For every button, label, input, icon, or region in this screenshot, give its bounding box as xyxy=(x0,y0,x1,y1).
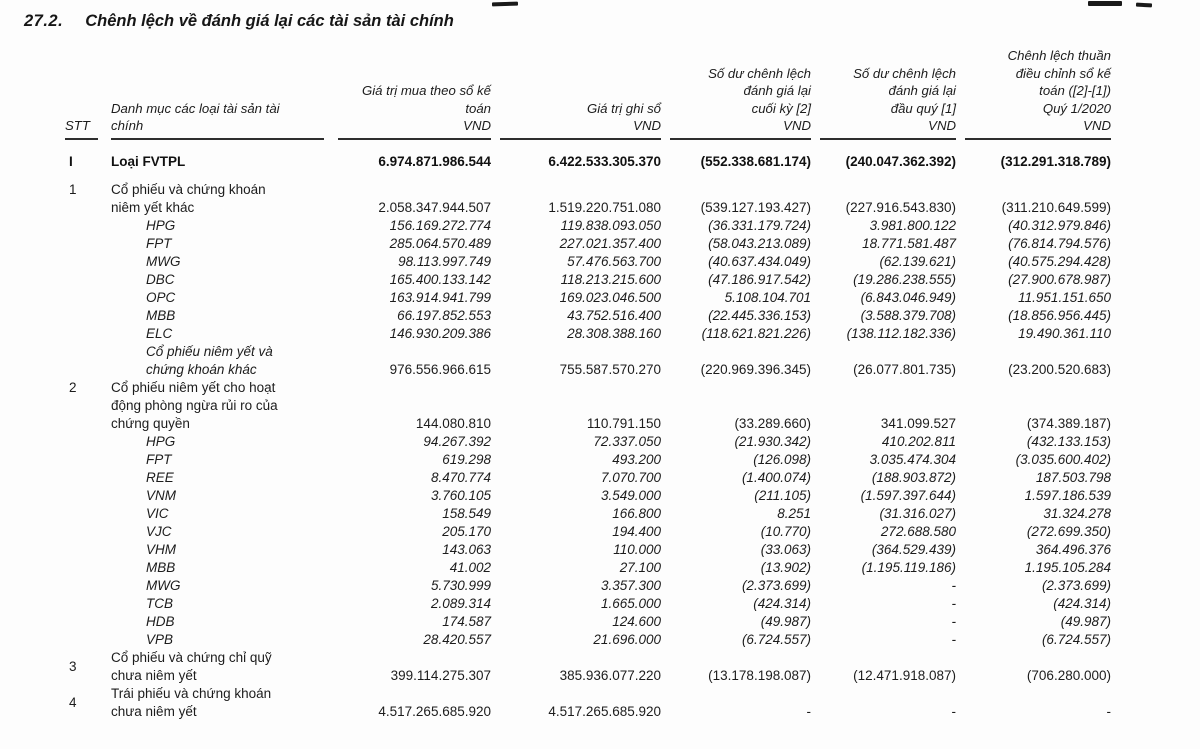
header-text: Giá trị ghi sổ xyxy=(586,100,661,116)
header-text: VND xyxy=(783,118,811,133)
stt-cell xyxy=(63,559,111,577)
table-row xyxy=(63,307,1111,325)
value-cell: (13.178.198.087) xyxy=(708,667,811,683)
header-text: Chênh lệch thuần xyxy=(1007,48,1111,63)
value-cell: (3.035.600.402) xyxy=(1015,451,1111,467)
table-row xyxy=(63,595,1111,613)
category-line: Trái phiếu và chứng khoán xyxy=(111,685,272,701)
value-cell: 3.549.000 xyxy=(600,487,661,503)
value-cell: (33.289.660) xyxy=(734,415,811,431)
value-cell: 110.791.150 xyxy=(586,415,661,431)
table-row xyxy=(63,343,1111,379)
value-cell: (188.903.872) xyxy=(871,469,956,485)
header-underline xyxy=(338,82,491,140)
stt-cell: 4 xyxy=(69,694,77,710)
value-cell: (1.195.119.186) xyxy=(861,559,956,575)
header-underline xyxy=(111,100,324,140)
header-text: STT xyxy=(65,118,90,133)
value-cell: 6.422.533.305.370 xyxy=(548,153,661,169)
value-cell: 3.035.474.304 xyxy=(869,451,956,467)
table-row xyxy=(63,577,1111,595)
value-cell: (49.987) xyxy=(1060,613,1111,629)
header-text: VND xyxy=(928,118,956,133)
value-cell: 174.587 xyxy=(442,613,491,629)
stt-cell xyxy=(63,307,111,325)
value-cell: (552.338.681.174) xyxy=(700,153,811,169)
stt-cell xyxy=(63,523,111,541)
table-row xyxy=(63,140,1111,171)
table-header xyxy=(63,47,1111,140)
value-cell: (432.133.153) xyxy=(1026,433,1111,449)
value-cell: (49.987) xyxy=(760,613,811,629)
category-cell xyxy=(111,325,329,343)
value-cell: 110.000 xyxy=(613,541,661,557)
table-row xyxy=(63,253,1111,271)
value-cell: 755.587.570.270 xyxy=(559,361,661,377)
stt-cell xyxy=(63,271,111,289)
stt-cell xyxy=(63,469,111,487)
value-cell: 94.267.392 xyxy=(423,433,491,449)
value-cell: (47.186.917.542) xyxy=(708,271,811,287)
value-cell: (424.314) xyxy=(1053,595,1111,611)
category-line: chứng quyền xyxy=(111,415,190,431)
value-cell: (374.389.187) xyxy=(1026,415,1111,431)
header-text: Số dư chênh lệch xyxy=(853,65,956,81)
table-body xyxy=(63,140,1111,721)
category-line: chưa niêm yết xyxy=(111,703,197,719)
table-row xyxy=(63,433,1111,451)
table-header-row xyxy=(63,47,1111,140)
section-title-text: Chênh lệch về đánh giá lại các tài sản tài chính xyxy=(85,12,454,30)
value-cell: (62.139.621) xyxy=(879,253,956,269)
value-cell: 194.400 xyxy=(612,523,661,539)
value-cell: 21.696.000 xyxy=(593,631,661,647)
category-cell xyxy=(111,307,329,325)
value-cell: (211.105) xyxy=(754,487,811,503)
value-cell: 72.337.050 xyxy=(593,433,661,449)
stt-cell: 1 xyxy=(69,181,77,197)
value-cell: (312.291.318.789) xyxy=(1000,153,1111,169)
table-row xyxy=(63,613,1111,631)
header-text: VND xyxy=(1083,118,1111,133)
category-cell xyxy=(111,289,329,307)
stt-cell xyxy=(63,433,111,451)
value-cell: 144.080.810 xyxy=(415,415,491,431)
category-line: Cổ phiếu và chứng khoán xyxy=(111,181,266,197)
value-cell: 119.838.093.050 xyxy=(560,217,661,233)
table-row xyxy=(63,325,1111,343)
category-cell xyxy=(111,649,329,685)
value-cell: (2.373.699) xyxy=(1041,577,1111,593)
stt-cell: I xyxy=(69,153,73,169)
category-cell xyxy=(111,343,329,379)
table-row xyxy=(63,217,1111,235)
table-row xyxy=(63,487,1111,505)
section-number: 27.2. xyxy=(24,12,64,30)
value-cell: (227.916.543.830) xyxy=(845,199,956,215)
table-row xyxy=(63,379,1111,433)
value-cell: 19.490.361.110 xyxy=(1018,325,1111,341)
value-cell: (40.312.979.846) xyxy=(1008,217,1111,233)
stt-cell xyxy=(63,451,111,469)
category-line: chưa niêm yết xyxy=(111,667,197,683)
value-cell: - xyxy=(951,577,956,593)
category-cell xyxy=(111,140,329,171)
value-cell: 66.197.852.553 xyxy=(397,307,491,323)
value-cell: (31.316.027) xyxy=(879,505,956,521)
value-cell: 3.357.300 xyxy=(600,577,661,593)
header-text: Giá trị mua theo sổ kế xyxy=(361,83,491,98)
value-cell: 158.549 xyxy=(442,505,491,521)
category-cell xyxy=(111,271,329,289)
stt-cell xyxy=(63,253,111,271)
table-row xyxy=(63,451,1111,469)
category-line: TCB xyxy=(146,595,173,611)
value-cell: 41.002 xyxy=(449,559,491,575)
header-underline xyxy=(500,100,661,140)
stt-cell xyxy=(63,613,111,631)
header-text: toán ([2]-[1]) xyxy=(1039,83,1111,98)
value-cell: (26.077.801.735) xyxy=(853,361,956,377)
value-cell: 619.298 xyxy=(442,451,491,467)
category-cell xyxy=(111,523,329,541)
value-cell: (36.331.179.724) xyxy=(708,217,811,233)
stt-cell xyxy=(63,577,111,595)
stt-cell xyxy=(63,217,111,235)
value-cell: (18.856.956.445) xyxy=(1008,307,1111,323)
value-cell: 2.058.347.944.507 xyxy=(378,199,491,215)
category-line: động phòng ngừa rủi ro của xyxy=(111,397,278,413)
value-cell: (1.400.074) xyxy=(741,469,811,485)
table-row xyxy=(63,541,1111,559)
category-line: VPB xyxy=(146,631,174,647)
header-stt xyxy=(63,47,111,140)
header-text: toán xyxy=(465,100,491,116)
header-col-4 xyxy=(811,47,956,140)
value-cell: - xyxy=(1106,703,1111,719)
value-cell: (364.529.439) xyxy=(871,541,956,557)
value-cell: (33.063) xyxy=(760,541,811,557)
table-row xyxy=(63,469,1111,487)
value-cell: - xyxy=(951,613,956,629)
value-cell: 410.202.811 xyxy=(881,433,956,449)
value-cell: (138.112.182.336) xyxy=(846,325,956,341)
table-row xyxy=(63,649,1111,685)
value-cell: 146.930.209.386 xyxy=(389,325,491,341)
value-cell: 187.503.798 xyxy=(1035,469,1111,485)
category-line: DBC xyxy=(146,271,175,287)
value-cell: (539.127.193.427) xyxy=(700,199,811,215)
category-cell xyxy=(111,451,329,469)
value-cell: (58.043.213.089) xyxy=(708,235,811,251)
table-row xyxy=(63,271,1111,289)
table-row xyxy=(63,523,1111,541)
value-cell: (311.210.649.599) xyxy=(1001,199,1111,215)
header-underline xyxy=(65,117,98,140)
value-cell: 205.170 xyxy=(442,523,491,539)
value-cell: 1.519.220.751.080 xyxy=(548,199,661,215)
value-cell: 124.600 xyxy=(612,613,661,629)
value-cell: 18.771.581.487 xyxy=(862,235,956,251)
header-underline xyxy=(670,65,811,140)
stt-cell xyxy=(63,595,111,613)
value-cell: 169.023.046.500 xyxy=(559,289,661,305)
value-cell: - xyxy=(951,703,956,719)
stt-cell xyxy=(63,343,111,379)
category-cell xyxy=(111,379,329,433)
value-cell: (21.930.342) xyxy=(734,433,811,449)
value-cell: (6.843.046.949) xyxy=(860,289,956,305)
category-line: VHM xyxy=(146,541,176,557)
value-cell: 28.308.388.160 xyxy=(567,325,661,341)
value-cell: 272.688.580 xyxy=(880,523,956,539)
value-cell: - xyxy=(951,631,956,647)
value-cell: 166.800 xyxy=(612,505,661,521)
value-cell: 493.200 xyxy=(612,451,661,467)
category-line: VIC xyxy=(146,505,169,521)
value-cell: 3.981.800.122 xyxy=(869,217,956,233)
category-line: ELC xyxy=(146,325,173,341)
value-cell: 1.195.105.284 xyxy=(1024,559,1111,575)
value-cell: 8.470.774 xyxy=(430,469,491,485)
category-line: FPT xyxy=(146,235,172,251)
header-category xyxy=(111,47,329,140)
header-text: VND xyxy=(463,118,491,133)
category-line: VNM xyxy=(146,487,176,503)
category-line: MBB xyxy=(146,307,176,323)
value-cell: (706.280.000) xyxy=(1026,667,1111,683)
value-cell: 976.556.966.615 xyxy=(389,361,491,377)
value-cell: (27.900.678.987) xyxy=(1008,271,1111,287)
category-cell xyxy=(111,577,329,595)
category-cell xyxy=(111,171,329,217)
value-cell: 165.400.133.142 xyxy=(389,271,491,287)
value-cell: 399.114.275.307 xyxy=(390,667,491,683)
stt-cell: 3 xyxy=(69,658,77,674)
category-cell xyxy=(111,559,329,577)
scan-artifact xyxy=(1136,3,1152,8)
category-line: HDB xyxy=(146,613,175,629)
stt-cell xyxy=(63,631,111,649)
category-line: Cổ phiếu niêm yết cho hoạt xyxy=(111,379,276,395)
value-cell: (12.471.918.087) xyxy=(853,667,956,683)
value-cell: (13.902) xyxy=(760,559,811,575)
category-cell xyxy=(111,631,329,649)
table-row xyxy=(63,235,1111,253)
value-cell: (118.621.821.226) xyxy=(701,325,811,341)
value-cell: (23.200.520.683) xyxy=(1008,361,1111,377)
value-cell: (10.770) xyxy=(760,523,811,539)
stt-cell xyxy=(63,325,111,343)
value-cell: 364.496.376 xyxy=(1035,541,1111,557)
value-cell: - xyxy=(951,595,956,611)
category-cell xyxy=(111,541,329,559)
table-row xyxy=(63,289,1111,307)
category-cell xyxy=(111,469,329,487)
category-line: HPG xyxy=(146,217,176,233)
category-line: MWG xyxy=(146,253,181,269)
value-cell: 385.936.077.220 xyxy=(559,667,661,683)
value-cell: 1.597.186.539 xyxy=(1024,487,1111,503)
value-cell: (40.637.434.049) xyxy=(708,253,811,269)
stt-cell xyxy=(63,487,111,505)
section-title xyxy=(0,0,1200,31)
header-col-1 xyxy=(329,47,491,140)
header-text: đánh giá lại xyxy=(743,83,811,98)
header-col-2 xyxy=(491,47,661,140)
value-cell: (240.047.362.392) xyxy=(845,153,956,169)
category-cell xyxy=(111,487,329,505)
category-line: FPT xyxy=(146,451,172,467)
category-cell xyxy=(111,433,329,451)
value-cell: 11.951.151.650 xyxy=(1018,289,1111,305)
stt-cell xyxy=(63,505,111,523)
value-cell: (6.724.557) xyxy=(1041,631,1111,647)
value-cell: (220.969.396.345) xyxy=(700,361,811,377)
value-cell: (272.699.350) xyxy=(1026,523,1111,539)
value-cell: 57.476.563.700 xyxy=(567,253,661,269)
category-line: Loại FVTPL xyxy=(111,153,186,169)
category-cell xyxy=(111,253,329,271)
value-cell: 43.752.516.400 xyxy=(567,307,661,323)
revaluation-table xyxy=(63,47,1111,721)
value-cell: (126.098) xyxy=(753,451,811,467)
header-col-5 xyxy=(956,47,1111,140)
value-cell: (22.445.336.153) xyxy=(708,307,811,323)
header-text: chính xyxy=(111,118,144,133)
value-cell: 28.420.557 xyxy=(423,631,491,647)
value-cell: (76.814.794.576) xyxy=(1008,235,1111,251)
category-cell xyxy=(111,613,329,631)
value-cell: 8.251 xyxy=(777,505,811,521)
header-text: Danh mục các loại tài sản tài xyxy=(111,100,280,116)
category-cell xyxy=(111,235,329,253)
table-row xyxy=(63,685,1111,721)
category-line: VJC xyxy=(146,523,172,539)
header-underline xyxy=(820,65,956,140)
category-cell xyxy=(111,595,329,613)
header-text: Quý 1/2020 xyxy=(1042,100,1111,116)
category-line: Cổ phiếu và chứng chỉ quỹ xyxy=(111,649,272,665)
value-cell: 143.063 xyxy=(442,541,491,557)
table-row xyxy=(63,559,1111,577)
value-cell: 4.517.265.685.920 xyxy=(378,703,491,719)
value-cell: (1.597.397.644) xyxy=(860,487,956,503)
header-text: đánh giá lại xyxy=(888,83,956,98)
category-line: niêm yết khác xyxy=(111,199,195,215)
header-text: cuối kỳ [2] xyxy=(751,100,811,116)
stt-cell xyxy=(63,541,111,559)
value-cell: 31.324.278 xyxy=(1043,505,1111,521)
value-cell: (40.575.294.428) xyxy=(1008,253,1111,269)
value-cell: 4.517.265.685.920 xyxy=(548,703,661,719)
value-cell: (19.286.238.555) xyxy=(853,271,956,287)
value-cell: 163.914.941.799 xyxy=(389,289,491,305)
value-cell: 98.113.997.749 xyxy=(398,253,491,269)
stt-cell xyxy=(63,289,111,307)
value-cell: 7.070.700 xyxy=(600,469,661,485)
value-cell: 2.089.314 xyxy=(430,595,491,611)
category-line: OPC xyxy=(146,289,176,305)
header-text: Số dư chênh lệch xyxy=(708,65,811,81)
category-line: MBB xyxy=(146,559,176,575)
scan-artifact xyxy=(1088,1,1122,6)
value-cell: - xyxy=(806,703,811,719)
value-cell: 285.064.570.489 xyxy=(389,235,491,251)
value-cell: 5.730.999 xyxy=(430,577,491,593)
value-cell: 227.021.357.400 xyxy=(559,235,661,251)
category-cell xyxy=(111,505,329,523)
value-cell: 5.108.104.701 xyxy=(724,289,811,305)
stt-cell: 2 xyxy=(69,379,77,395)
header-text: VND xyxy=(633,118,661,133)
category-cell xyxy=(111,685,329,721)
table-row xyxy=(63,631,1111,649)
value-cell: (6.724.557) xyxy=(741,631,811,647)
category-line: MWG xyxy=(146,577,181,593)
value-cell: 118.213.215.600 xyxy=(560,271,661,287)
header-text: đầu quý [1] xyxy=(890,100,956,116)
value-cell: 156.169.272.774 xyxy=(389,217,491,233)
value-cell: (2.373.699) xyxy=(741,577,811,593)
header-underline xyxy=(965,47,1111,140)
value-cell: (3.588.379.708) xyxy=(860,307,956,323)
value-cell: 27.100 xyxy=(619,559,661,575)
category-line: REE xyxy=(146,469,174,485)
category-cell xyxy=(111,217,329,235)
header-text: điều chỉnh sổ kế xyxy=(1015,65,1111,81)
value-cell: (424.314) xyxy=(753,595,811,611)
category-line: Cổ phiếu niêm yết và xyxy=(146,343,273,359)
table-row xyxy=(63,171,1111,217)
stt-cell xyxy=(63,235,111,253)
value-cell: 3.760.105 xyxy=(430,487,491,503)
value-cell: 6.974.871.986.544 xyxy=(378,153,491,169)
category-line: chứng khoán khác xyxy=(146,361,257,377)
header-col-3 xyxy=(661,47,811,140)
table-row xyxy=(63,505,1111,523)
value-cell: 1.665.000 xyxy=(600,595,661,611)
value-cell: 341.099.527 xyxy=(880,415,956,431)
category-line: HPG xyxy=(146,433,176,449)
